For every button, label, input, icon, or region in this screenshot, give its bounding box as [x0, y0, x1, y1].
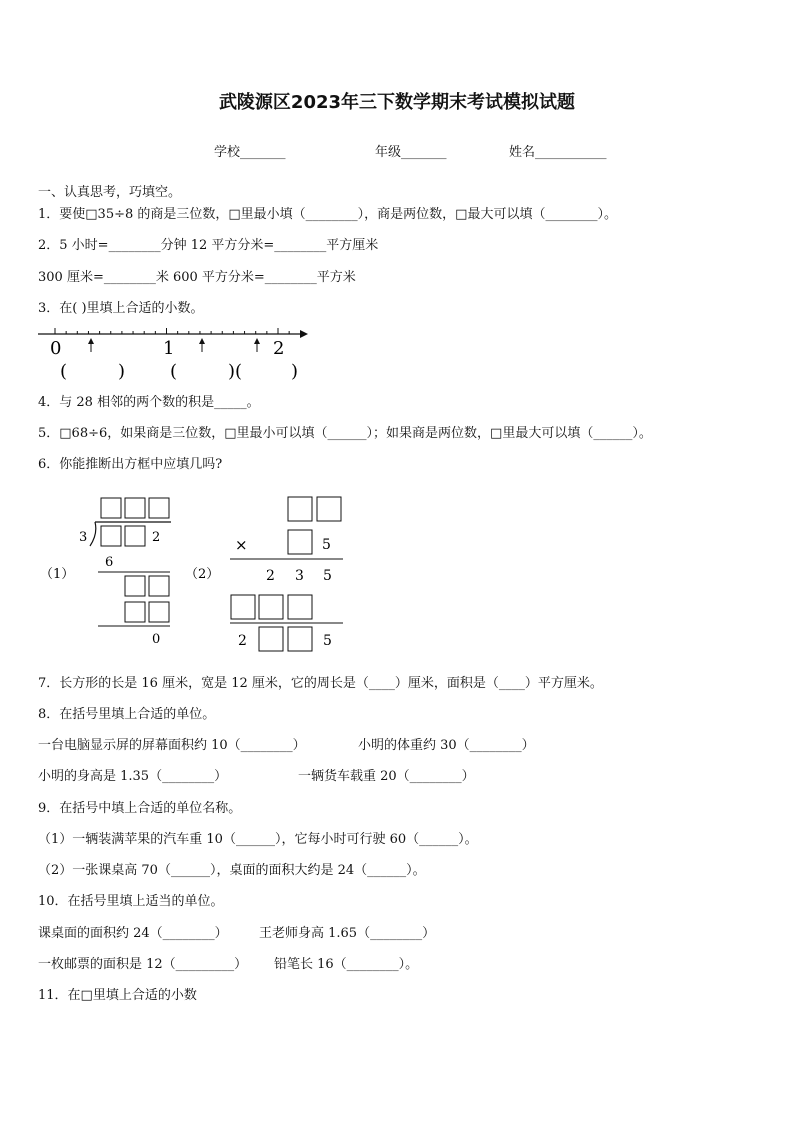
- question-8b: 小明的体重约 30（________）: [358, 738, 535, 753]
- multiplication-sign: ×: [235, 536, 248, 554]
- school-field: 学校_______: [214, 145, 286, 160]
- question-2-line-1: 2．5 小时=________分钟 12 平方分米=________平方厘米: [38, 238, 379, 253]
- question-10d: 铅笔长 16（________）。: [274, 957, 419, 972]
- question-7: 7．长方形的长是 16 厘米，宽是 12 厘米，它的周长是（____）厘米，面积是（____）平方厘米。: [38, 676, 603, 691]
- question-5: 5．□68÷6，如果商是三位数，□里最小可以填（______）；如果商是两位数，□里最大可以填（______）。: [38, 426, 652, 441]
- question-8: 8．在括号里填上合适的单位。: [38, 707, 216, 722]
- partial-digit-3: 5: [323, 568, 332, 584]
- result-last-digit: 5: [323, 633, 332, 649]
- result-first-digit: 2: [238, 633, 247, 649]
- division-quotient-boxes: [101, 498, 169, 518]
- question-10b: 王老师身高 1.65（________）: [259, 926, 436, 941]
- multiplier-box: [288, 530, 312, 554]
- division-remainder: 0: [152, 632, 161, 647]
- question-11: 11．在□里填上合适的小数: [38, 988, 197, 1003]
- partial-product-boxes: [231, 595, 312, 619]
- number-line-label-0: 0: [50, 338, 62, 359]
- division-divisor: 3: [79, 530, 88, 545]
- question-8a: 一台电脑显示屏的屏幕面积约 10（________）: [38, 738, 306, 753]
- division-label: （1）: [40, 567, 75, 582]
- division-dividend-boxes: [101, 526, 145, 546]
- division-work-boxes: [125, 576, 169, 622]
- multiplier-last-digit: 5: [322, 537, 331, 553]
- number-line-label-2: 2: [273, 338, 285, 359]
- division-bracket: [90, 522, 171, 546]
- question-8c: 小明的身高是 1.35（________）: [38, 769, 228, 784]
- section-heading: 一、认真思考，巧填空。: [38, 185, 182, 200]
- number-line-label-1: 1: [163, 338, 175, 359]
- name-field: 姓名___________: [509, 145, 607, 160]
- partial-digit-2: 3: [295, 568, 304, 584]
- question-8d: 一辆货车载重 20（________）: [298, 769, 475, 784]
- multiplicand-boxes: [288, 497, 341, 521]
- grade-field: 年级_______: [375, 145, 447, 160]
- division-dividend-last: 2: [152, 530, 161, 545]
- question-2-line-2: 300 厘米=________米 600 平方分米=________平方米: [38, 270, 356, 285]
- question-9b: （2）一张课桌高 70（______），桌面的面积大约是 24（______）。: [38, 863, 426, 878]
- multiplication-label: （2）: [185, 567, 220, 582]
- bracket-open-2: (: [170, 361, 178, 382]
- page-title: 武陵源区2023年三下数学期末考试模拟试题: [218, 92, 576, 113]
- question-3: 3．在( )里填上合适的小数。: [38, 301, 204, 316]
- question-10c: 一枚邮票的面积是 12（_________）: [38, 957, 248, 972]
- question-9a: （1）一辆装满苹果的汽车重 10（______），它每小时可行驶 60（______）。: [38, 832, 478, 847]
- question-10: 10．在括号里填上适当的单位。: [38, 894, 224, 909]
- bracket-close-1: ): [118, 361, 126, 382]
- question-10a: 课桌面的面积约 24（________）: [38, 926, 228, 941]
- bracket-close-open: )(: [228, 361, 243, 382]
- question-6: 6．你能推断出方框中应填几吗?: [38, 457, 223, 472]
- division-first-product: 6: [105, 555, 114, 570]
- bracket-close-3: ): [291, 361, 299, 382]
- question-9: 9．在括号中填上合适的单位名称。: [38, 801, 242, 816]
- result-boxes: [259, 627, 312, 651]
- bracket-open-1: (: [60, 361, 68, 382]
- number-line: [38, 328, 308, 352]
- question-1: 1．要使□35÷8 的商是三位数，□里最小填（________），商是两位数，□最大可以填（________）。: [38, 207, 617, 222]
- question-4: 4．与 28 相邻的两个数的积是_____。: [38, 395, 260, 410]
- partial-digit-1: 2: [266, 568, 275, 584]
